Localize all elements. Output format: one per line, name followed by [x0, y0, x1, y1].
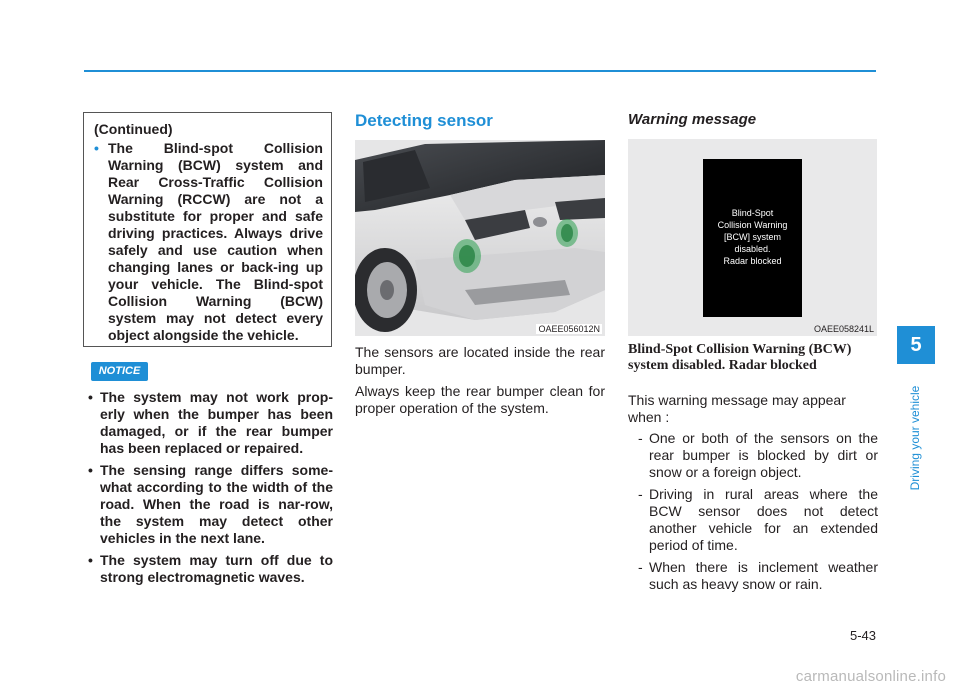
notice-item: [86, 552, 333, 586]
paragraph: Always keep the rear bumper clean for proper operation of the system.: [355, 383, 605, 416]
condition-item: [638, 430, 878, 481]
condition-item: [638, 559, 878, 593]
dash-icon: -: [638, 430, 643, 446]
notice-item-text: The system may not work prop-erly when the bumper has been damaged, or if the rear bumper has been replaced or repaired.: [100, 389, 333, 456]
notice-item-text: The system may turn off due to strong electromagnetic waves.: [100, 552, 333, 585]
figure-code: OAEE056012N: [538, 324, 600, 334]
bullet-icon: •: [88, 462, 93, 478]
cluster-figure: [628, 139, 877, 336]
car-rear-figure: [355, 140, 605, 336]
figure-code: OAEE058241L: [813, 324, 874, 334]
subsection-heading: Warning message: [628, 111, 757, 128]
bullet-icon: •: [88, 552, 93, 568]
chapter-label-text: Driving your vehicle: [908, 385, 922, 491]
message-title: Blind-Spot Collision Warning (BCW) system disabled. Radar blocked: [628, 342, 852, 373]
cluster-message: Blind-Spot Collision Warning [BCW] system disabled. Radar blocked: [717, 208, 788, 266]
caution-box: [83, 112, 332, 347]
condition-list: [638, 430, 878, 598]
notice-item: [86, 389, 333, 457]
bullet-icon: •: [88, 389, 93, 405]
caution-item: [94, 140, 323, 344]
watermark: carmanualsonline.info: [795, 668, 946, 685]
condition-text: When there is inclement weather such as heavy snow or rain.: [649, 559, 878, 592]
condition-text: Driving in rural areas where the BCW sensor does not detect another vehicle for an extended period of time.: [649, 486, 878, 553]
cluster-display: [703, 159, 802, 317]
notice-badge: NOTICE: [91, 362, 148, 381]
header-rule: [84, 70, 876, 72]
notice-list: [86, 389, 333, 591]
dash-icon: -: [638, 559, 643, 575]
dash-icon: -: [638, 486, 643, 502]
car-illustration: [355, 140, 605, 336]
chapter-tab: 5: [897, 326, 935, 364]
caution-item-text: The Blind-spot Collision Warning (BCW) system and Rear Cross-Traffic Collision Warning (RCCW) are not a substitute for proper and safe driving practices. Always drive safely and use caution when changing lanes or back-ing up your vehicle. The Blind-spot Collision Warning (BCW) system may not detect every object alongside the vehicle.: [108, 140, 323, 343]
condition-text: One or both of the sensors on the rear bumper is blocked by dirt or snow or a foreign object.: [649, 430, 878, 480]
bullet-icon: •: [94, 140, 99, 156]
notice-item-text: The sensing range differs some-what according to the width of the road. When the road is nar-row, the system may detect other vehicles in the next lane.: [100, 462, 333, 546]
notice-item: [86, 462, 333, 547]
detecting-text: [355, 344, 605, 422]
section-heading: Detecting sensor: [355, 111, 493, 130]
caution-title: (Continued): [94, 121, 173, 137]
paragraph: The sensors are located inside the rear bumper.: [355, 344, 605, 377]
chapter-label: [905, 378, 925, 498]
condition-item: [638, 486, 878, 554]
page-number: 5-43: [849, 628, 876, 643]
intro-text: This warning message may appear when :: [628, 392, 846, 425]
